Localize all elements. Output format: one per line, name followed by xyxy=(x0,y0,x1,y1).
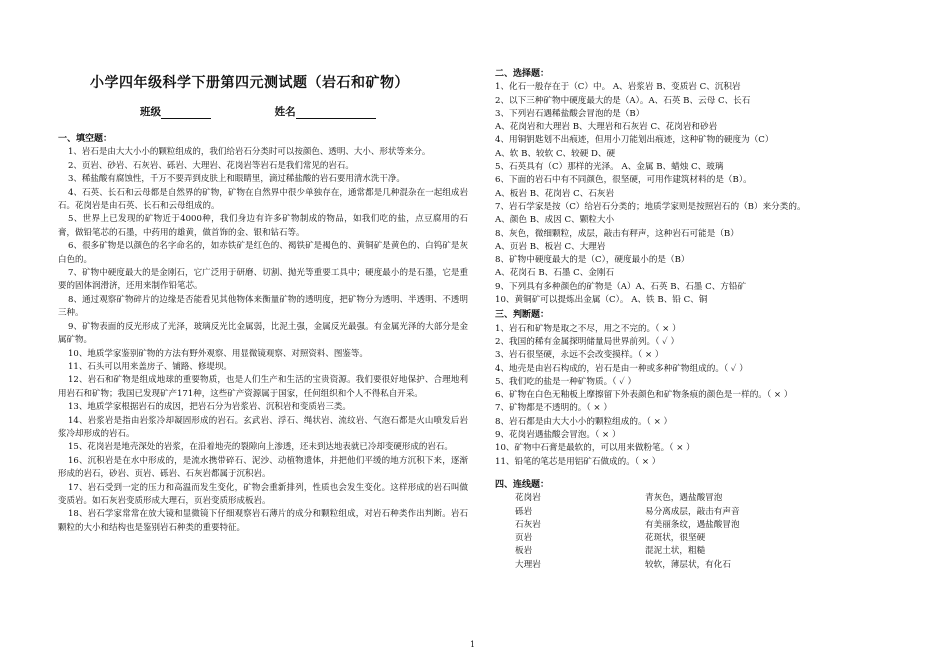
judgment-item: 4、地壳是由岩石构成的，岩石是由一种或多种矿物组成的。（ ✓ ） xyxy=(495,363,748,374)
fill-in-item: 17、岩石受到一定的压力和高温而发生变化，矿物会重新排列，性质也会发生变化。这样形成的岩石叫做变质岩。如石灰岩变质形成大理石，页岩变质形成板岩。 xyxy=(58,482,468,506)
match-rock: 砾岩 xyxy=(515,506,533,517)
match-description: 易分离成层，敲击有声音 xyxy=(645,506,740,517)
match-description: 花斑状，很坚硬 xyxy=(645,533,706,544)
match-rock: 板岩 xyxy=(515,546,533,557)
fill-in-item: 14、岩浆岩是指由岩浆冷却凝固形成的岩石。玄武岩、浮石、绳状岩、流纹岩、气泡石都是火山喷发后岩浆冷却形成的岩石。 xyxy=(58,415,468,439)
choice-line: 1、化石一般存在于（C）中。 A、岩浆岩 B、变质岩 C、沉积岩 xyxy=(495,82,741,93)
fill-in-item: 16、沉积岩是在水中形成的，是流水携带碎石、泥沙、动植物遗体，并把他们平缓的地方沉积下来，逐渐形成的岩石，砂岩、页岩、砾岩、石灰岩都属于沉积岩。 xyxy=(58,455,468,480)
judgment-item: 10、矿物中石膏是最软的，可以用来做粉笔。（ × ） xyxy=(495,443,695,454)
judgment-item: 6、矿物在白色无釉板上摩擦留下外表颜色和矿物条痕的颜色是一样的。（ × ） xyxy=(495,390,793,401)
fill-in-item: 1、岩石是由大大小小的颗粒组成的，我们给岩石分类时可以按颜色、透明、大小、形状等来分。 xyxy=(68,147,431,158)
page-number: 1 xyxy=(470,640,476,649)
choice-line: A、颜色 B、成因 C、颗粒大小 xyxy=(495,215,615,226)
judgment-item: 7、矿物都是不透明的。（ × ） xyxy=(495,403,612,414)
match-row xyxy=(515,532,740,545)
fill-in-item: 4、石英、长石和云母都是自然界的矿物，矿物在自然界中很少单独存在，通常都是几种混杂在一起组成岩石。花岗岩是由石英、长石和云母组成的。 xyxy=(58,187,468,212)
choice-line: A、板岩 B、花岗岩 C、石灰岩 xyxy=(495,188,615,199)
class-label: 班级 xyxy=(140,106,161,118)
fill-in-item: 9、矿物表面的反光形成了光泽，玻璃反光比金属弱，比泥土强，金属反光最强。有金属光泽的大部分是金属矿物。 xyxy=(58,321,468,346)
fill-in-item: 8、通过观察矿物碎片的边缘是否能看见其他物体来衡量矿物的透明度，把矿物分为透明、半透明、不透明三种。 xyxy=(58,294,468,319)
right-column xyxy=(495,68,895,572)
match-description: 青灰色，遇盐酸冒泡 xyxy=(645,493,723,504)
match-description: 有美丽条纹，遇盐酸冒泡 xyxy=(645,519,740,530)
choice-line: A、花岗岩和大理岩 B、大理岩和石灰岩 C、花岗岩和砂岩 xyxy=(495,122,718,133)
match-description: 混泥土状，粗糙 xyxy=(645,546,706,557)
match-rock: 页岩 xyxy=(515,533,533,544)
choice-line: A、花岗石 B、石墨 C、金刚石 xyxy=(495,268,615,279)
choice-line: 10、黄铜矿可以提炼出金属（C）。 A、铁 B、铅 C、铜 xyxy=(495,295,708,306)
match-row xyxy=(515,545,740,558)
choice-line: 6、下面的岩石中有不同颜色，很坚硬，可用作建筑材料的是（B）。 xyxy=(495,175,752,186)
choice-line: 2、以下三种矿物中硬度最大的是（A）。A、石英 B、云母 C、长石 xyxy=(495,95,751,106)
section-match-title: 四、连线题： xyxy=(495,479,550,490)
judgment-item: 2、我国的稀有金属探明储量局世界前列。（ ✓ ） xyxy=(495,336,680,347)
judgment-item: 1、岩石和矿物是取之不尽，用之不完的。（ × ） xyxy=(495,323,681,334)
choice-line: 3、下列岩石遇稀盐酸会冒泡的是（B） xyxy=(495,108,645,119)
fill-in-item: 13、地质学家根据岩石的成因，把岩石分为岩浆岩、沉积岩和变质岩三类。 xyxy=(68,402,351,413)
match-rock: 大理岩 xyxy=(515,559,541,570)
name-label: 姓名 xyxy=(274,106,296,118)
choice-line: 5、石英具有（C）那样的光泽。 A、金属 B、蜡烛 C、玻璃 xyxy=(495,162,724,173)
match-rock: 花岗岩 xyxy=(515,493,541,504)
choice-line: 7、岩石学家是按（C）给岩石分类的；地质学家则是按照岩石的（B）来分类的。 xyxy=(495,201,806,212)
fill-in-item: 6、很多矿物是以颜色的名字命名的，如赤铁矿是红色的、褐铁矿是褐色的、黄铜矿是黄色的、白钨矿是灰白色的。 xyxy=(58,241,468,265)
choice-line: 8、矿物中硬度最大的是（C），硬度最小的是（B） xyxy=(495,255,690,266)
fill-in-item: 12、岩石和矿物是组成地球的重要物质，也是人们生产和生活的宝贵资源。我们要很好地保护、合理地利用岩石和矿物；我国已发现矿产171种，这些矿产资源属于国家，任何组织和个人不得私自开采。 xyxy=(58,375,468,399)
match-row xyxy=(515,519,740,532)
page-title: 小学四年级科学下册第四元测试题（岩石和矿物） xyxy=(90,75,409,91)
choice-line: 9、下列具有多种颜色的矿物是（A）A、石英 B、石墨 C、方铅矿 xyxy=(495,281,747,292)
match-row xyxy=(515,492,740,505)
judge-list xyxy=(495,323,895,469)
match-table xyxy=(515,492,740,572)
section-choice-title: 二、选择题： xyxy=(495,69,550,79)
match-row xyxy=(515,506,740,519)
fill-in-item: 7、矿物中硬度最大的是金刚石，它广泛用于研磨、切割、抛光等重要工具中；硬度最小的是石墨，它是重要的固体润滑济，还用来制作铅笔芯。 xyxy=(58,268,468,292)
judgment-item: 11、铅笔的笔芯是用铝矿石做成的。（ × ） xyxy=(495,456,661,467)
judgment-item: 8、岩石都是由大大小小的颗粒组成的。（ × ） xyxy=(495,416,673,427)
fill-in-item: 10、地质学家鉴别矿物的方法有野外观察、用显微镜观察、对照资料、图鉴等。 xyxy=(68,348,368,359)
fill-in-list xyxy=(58,146,468,535)
fill-in-item: 5、世界上已发现的矿物近于4000种，我们身边有许多矿物制成的物品，如我们吃的盐，点豆腐用的石膏，做铅笔芯的石墨，中药用的雄黄，做首饰的金、银和钻石等。 xyxy=(58,214,468,238)
judgment-item: 5、我们吃的盐是一种矿物质。（ ✓ ） xyxy=(495,376,637,387)
match-rock: 石灰岩 xyxy=(515,519,541,530)
section-judge-title: 三、判断题： xyxy=(495,310,550,321)
name-row xyxy=(140,104,376,119)
fill-in-item: 15、花岗岩是地壳深处的岩浆，在沿着地壳的裂隙向上渗透，还未到达地表就已冷却变硬形成的岩石。 xyxy=(68,442,453,453)
match-description: 较软，薄层状，有化石 xyxy=(645,559,731,570)
left-column xyxy=(58,133,468,535)
fill-in-item: 11、石头可以用来盖房子、铺路、修堤坝。 xyxy=(68,361,232,372)
choice-line: 8、灰色，微细颗粒，成层，敲击有秤声，这种岩石可能是（B） xyxy=(495,228,739,239)
choice-line: A、软 B、较软 C、较硬 D、硬 xyxy=(495,148,616,159)
choice-line: 4、用铜钥匙划不出痕迹，但用小刀能划出痕迹，这种矿物的硬度为（C） xyxy=(495,135,774,146)
choice-line: A、页岩 B、板岩 C、大理岩 xyxy=(495,241,606,252)
judgment-item: 3、岩石很坚硬，永远不会改变摸样。（ × ） xyxy=(495,350,664,361)
fill-in-item: 2、页岩、砂岩、石灰岩、砾岩、大理岩、花岗岩等岩石是我们常见的岩石。 xyxy=(68,160,354,171)
fill-in-item: 3、稀盐酸有腐蚀性，千万不要弄到皮肤上和眼睛里，滴过稀盐酸的岩石要用清水洗干净。 xyxy=(68,174,405,185)
match-row xyxy=(515,559,740,572)
name-blank xyxy=(296,107,376,119)
choice-list xyxy=(495,81,895,307)
class-blank xyxy=(161,107,211,119)
fill-in-item: 18、岩石学家常常在放大镜和显微镜下仔细观察岩石薄片的成分和颗粒组成，对岩石种类作出判断。岩石颗粒的大小和结构也是鉴别岩石种类的重要特征。 xyxy=(58,509,468,533)
judgment-item: 9、花岗岩遇盐酸会冒泡。（ × ） xyxy=(495,430,621,441)
section-fill-in-title: 一、填空题： xyxy=(58,134,113,144)
